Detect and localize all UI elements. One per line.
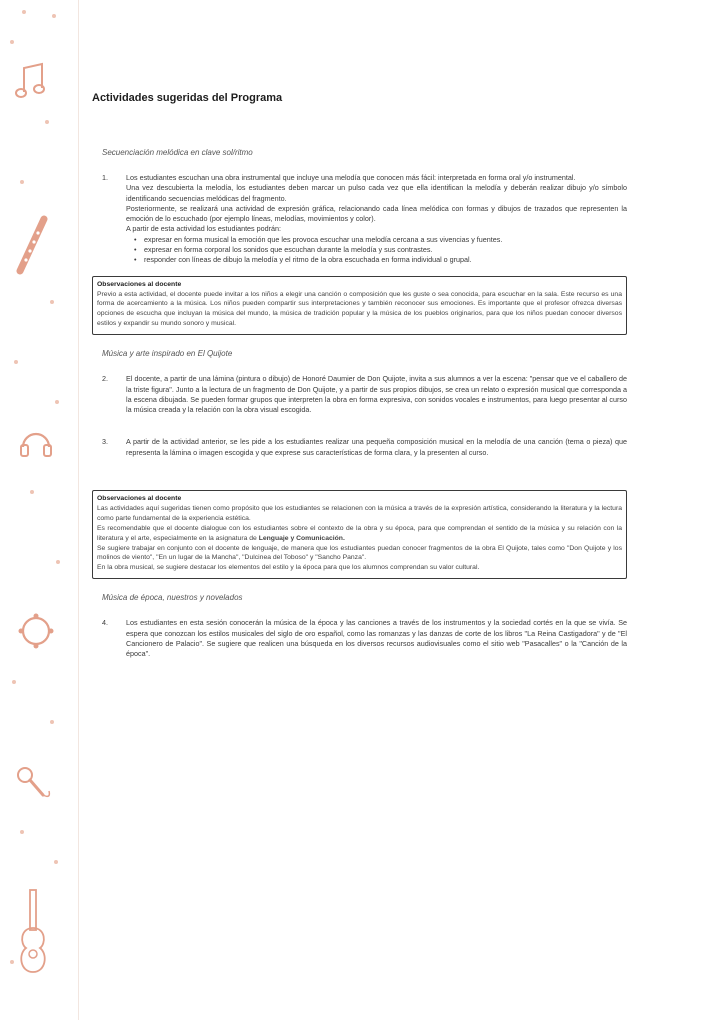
activity-item [92, 374, 627, 415]
activity-body: A partir de la actividad anterior, se les pide a los estudiantes realizar una pequeña composición musical en la melodía de una canción (tema o pieza) que representa la lámina o imagen escogida y que exprese sus características de forma clara, y la presenten al curso. [126, 437, 627, 457]
observation-title: Observaciones al docente [97, 494, 182, 502]
activity-body [126, 173, 627, 266]
bullet-item: • expresar en forma musical la emoción que les provoca escuchar una melodía cercana a sus vivencias y fuentes. [144, 235, 627, 245]
decorative-dot [20, 830, 24, 834]
decorative-dot [10, 960, 14, 964]
decorative-dot [54, 860, 58, 864]
bullet-item: • responder con líneas de dibujo la melodía y el ritmo de la obra escuchada en forma individual o grupal. [144, 255, 627, 265]
decorative-dot [20, 180, 24, 184]
observation-text [97, 524, 622, 544]
observation-title: Observaciones al docente [97, 280, 182, 288]
activity-item [92, 437, 627, 458]
decorative-dot [45, 120, 49, 124]
teacher-observation-box [92, 276, 627, 336]
bullet-item: • expresar en forma corporal los sonidos que escuchan durante la melodía y sus contrastes. [144, 245, 627, 255]
section-heading: Secuenciación melódica en clave sol/ritmo [102, 148, 253, 157]
music-note-icon [14, 62, 48, 102]
observation-text: Se sugiere trabajar en conjunto con el docente de lenguaje, de manera que los estudiantes puedan conocer fragmentos de la obra El Quijote, tales como "Don Quijote y los molinos de viento", "En un lugar de la Mancha", "Dulcinea del Toboso" y "Sancho Panza". [97, 544, 622, 562]
headphones-icon [18, 425, 54, 459]
decorative-dot [52, 14, 56, 18]
section-heading: Música y arte inspirado en El Quijote [102, 349, 233, 359]
section-heading: Música de época, nuestros y novelados [102, 593, 243, 603]
activity-body: El docente, a partir de una lámina (pintura o dibujo) de Honoré Daumier de Don Quijote, invita a sus alumnos a ver la escena: "pensar que ve el caballero de la triste figura". Junto a la lectura de un fragmento de Don Quijote, y a partir de sus propios dibujos, se crea un relato o expresión musical que corresponda a la escena dibujada. Se pueden formar grupos que interpreten la obra en forma expresiva, con sonidos vocales e instrumentos, para luego presentar al curso la música creada y la relación con la obra visual escogida. [126, 374, 627, 415]
decorative-dot [50, 300, 54, 304]
observation-text: Las actividades aquí sugeridas tienen como propósito que los estudiantes se relacionen con la música a través de la expresión artística, considerando la literatura y la lectura como parte fundamental de la experiencia estética. [97, 504, 622, 522]
guitar-icon [16, 888, 50, 976]
activity-paragraph: A partir de esta actividad los estudiantes podrán: [126, 224, 282, 234]
decorative-dot [12, 680, 16, 684]
observation-text: En la obra musical, se sugiere destacar los elementos del estilo y la época para que los alumnos comprendan su valor cultural. [97, 564, 480, 572]
activity-item [92, 173, 627, 266]
decorative-dot [14, 360, 18, 364]
decorative-margin [0, 0, 79, 1020]
recorder-flute-icon [12, 215, 52, 277]
decorative-dot [55, 400, 59, 404]
page-title: Actividades sugeridas del Programa [92, 92, 283, 104]
activity-body: Los estudiantes en esta sesión conocerán la música de la época y las canciones a través de los instrumentos y la sociedad cortés en la que se vivía. Se espera que conozcan los estilos musicales del siglo de oro español, como las romanzas y las danzas de corte de los libros "La Reina Castigadora" y de "El Cancionero de Palacio". Se sugiere que realicen una búsqueda en los diversos recursos audiovisuales como el sitio web "Pasacalles" o la "Canción de la época". [126, 618, 627, 659]
activity-paragraph: Los estudiantes escuchan una obra instrumental que incluye una melodía que conocen más fácil: interpretada en forma oral y/o instrumental. [126, 173, 576, 182]
decorative-dot [50, 720, 54, 724]
activity-bullets [126, 235, 627, 266]
observation-text-part: Es recomendable que el docente dialogue con los estudiantes sobre el contexto de la obra y su época, para que comprendan el sentido de la música y su relación con la literatura y el arte, especialmente en la asignatura de [97, 524, 622, 542]
activity-number: 4. [102, 618, 108, 628]
document-content [92, 92, 627, 665]
activity-number: 1. [102, 173, 108, 182]
activity-paragraph: Una vez descubierta la melodía, los estudiantes deben marcar un pulso cada vez que ella identifican la melodía y deberán realizar dibujo y/o símbolo identificando secuencias melódicas del fragmento. [126, 183, 627, 203]
activity-paragraph: Posteriormente, se realizará una actividad de expresión gráfica, relacionando cada línea melódica con formas y dibujos de trazados que representen la emoción de lo escuchado (por ejemplo líneas, melodías, movimientos y color). [126, 203, 627, 224]
subject-name: Lenguaje y Comunicación. [258, 534, 345, 542]
activity-number: 2. [102, 374, 108, 384]
decorative-dot [10, 40, 14, 44]
decorative-dot [22, 10, 26, 14]
observation-text: Previo a esta actividad, el docente puede invitar a los niños a elegir una canción o composición que les guste o sea conocida, para escuchar en la sala. Este recurso es una forma de acercamiento a la música. Los niños pueden compartir sus interpretaciones y también reconocer sus emociones. Es importante que el profesor ofrezca diversas opciones de escucha que incluyan la música del mundo, la música de tradición popular y la música de los pueblos originarios, para que los niños puedan conocer diversos estilos y expandir su mundo sonoro y musical. [97, 290, 622, 328]
microphone-icon [15, 765, 55, 803]
decorative-dot [56, 560, 60, 564]
decorative-dot [30, 490, 34, 494]
activity-item [92, 618, 627, 659]
tambourine-icon [17, 612, 55, 650]
teacher-observation-box [92, 490, 627, 579]
activity-number: 3. [102, 437, 108, 447]
